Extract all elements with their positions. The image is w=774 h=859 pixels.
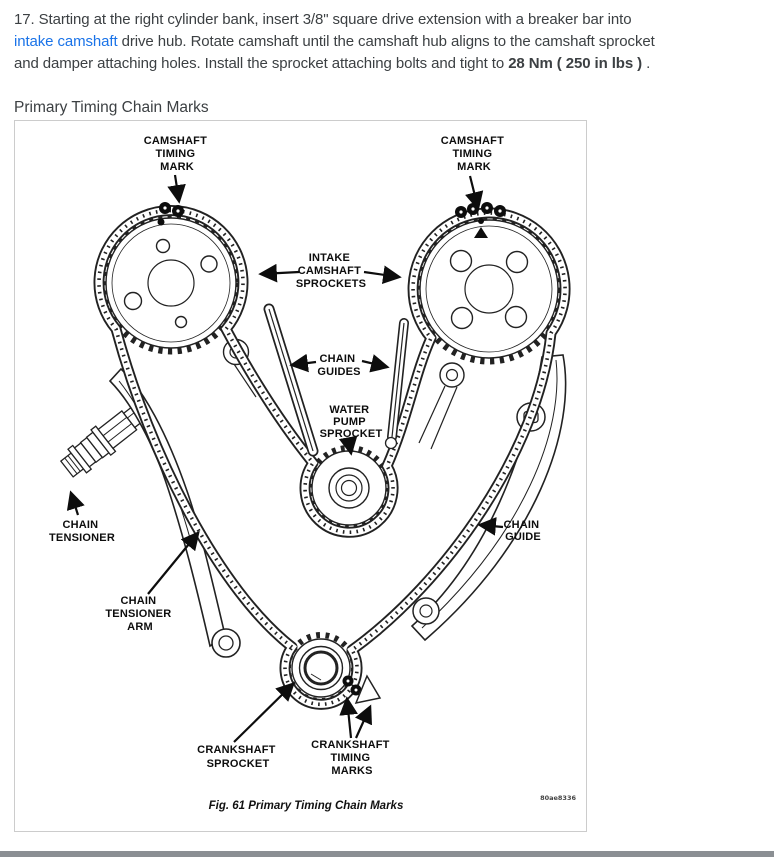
paragraph-segment-4: . bbox=[642, 55, 651, 72]
label-intake-camshaft-sprockets: INTAKE CAMSHAFT SPROCKETS bbox=[295, 252, 367, 290]
timing-chain-diagram bbox=[15, 121, 586, 831]
figure-caption: Fig. 61 Primary Timing Chain Marks bbox=[208, 800, 404, 812]
paragraph-segment-3: 28 Nm ( 250 in lbs ) bbox=[508, 55, 643, 72]
label-chain-guide: CHAIN GUIDE bbox=[503, 519, 541, 543]
label-water-pump-sprocket: WATER PUMP SPROCKET bbox=[319, 404, 383, 440]
label-chain-guides: CHAIN GUIDES bbox=[317, 353, 361, 378]
label-camshaft-timing-mark-left: CAMSHAFT TIMING MARK bbox=[143, 135, 208, 173]
section-heading: Primary Timing Chain Marks bbox=[14, 99, 209, 116]
label-camshaft-timing-mark-right: CAMSHAFT TIMING MARK bbox=[440, 135, 505, 173]
label-chain-tensioner: CHAIN TENSIONER bbox=[49, 519, 115, 544]
figure-ref-code: 80ae8336 bbox=[540, 794, 576, 802]
label-crankshaft-sprocket: CRANKSHAFT SPROCKET bbox=[197, 744, 276, 770]
step-17-paragraph bbox=[14, 9, 664, 75]
label-chain-tensioner-arm: CHAIN TENSIONER ARM bbox=[105, 595, 172, 633]
figure-box bbox=[14, 120, 587, 832]
intake-camshaft-link[interactable]: intake camshaft bbox=[14, 33, 118, 50]
label-crankshaft-timing-marks: CRANKSHAFT TIMING MARKS bbox=[311, 739, 390, 777]
bottom-divider-bar bbox=[0, 851, 774, 857]
paragraph-segment-0: 17. Starting at the right cylinder bank, insert 3/8" square drive extension with a breaker bar into bbox=[14, 11, 632, 28]
paragraph-segment-2: drive hub. Rotate camshaft until the camshaft hub aligns to the camshaft sprocket and damper attaching holes. Install the sprocket attaching bolts and tight to bbox=[14, 33, 655, 72]
